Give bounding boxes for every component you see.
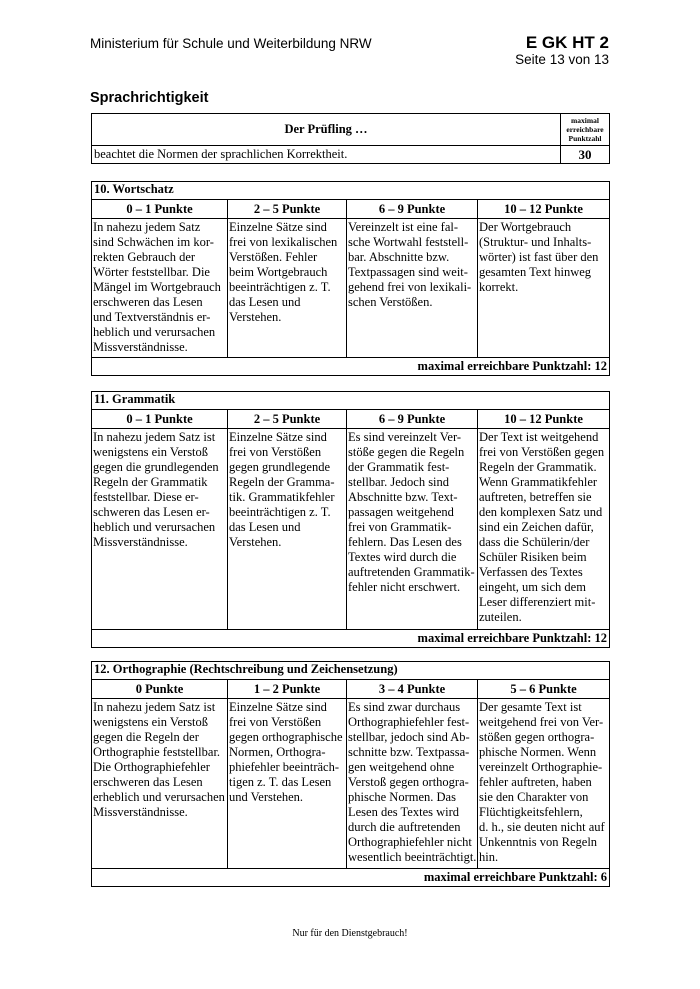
points-range-header: 10 – 12 Punkte (478, 200, 610, 219)
criterion-total: maximal erreichbare Punktzahl: 12 (92, 630, 610, 648)
description-line: das Lesen und (229, 295, 301, 309)
description-line: korrekt. (479, 280, 519, 294)
max-head-line: maximal (571, 116, 599, 125)
description-line: gen weitgehend ohne (348, 760, 455, 774)
description-line: feststellbar. Diese er- (93, 490, 199, 504)
criterion-description-row (92, 429, 610, 630)
description-line: der Grammatik fest- (348, 460, 450, 474)
criterion-title: 12. Orthographie (Rechtschreibung und Zeichensetzung) (92, 662, 610, 680)
criterion-table-orthographie (91, 661, 610, 887)
description-line: phische Normen. Das (348, 790, 456, 804)
description-line: frei von Verstößen (229, 445, 322, 459)
criterion-total: maximal erreichbare Punktzahl: 12 (92, 358, 610, 376)
requirement-text: beachtet die Normen der sprachlichen Korrektheit. (92, 146, 561, 164)
description-line: gehend frei von lexikali- (348, 280, 472, 294)
points-range-header: 1 – 2 Punkte (228, 680, 347, 699)
description-line: Missverständnisse. (93, 535, 188, 549)
description-line: wenigstens ein Verstoß (93, 715, 209, 729)
description-line: und Verstehen. (229, 790, 304, 804)
description-line: weitgehend frei von Ver- (479, 715, 604, 729)
description-line: gegen grundlegende (229, 460, 331, 474)
points-range-header: 3 – 4 Punkte (347, 680, 478, 699)
description-line: Wörter feststellbar. Die (93, 265, 210, 279)
criterion-description-row (92, 219, 610, 358)
description-line: zuteilen. (479, 610, 522, 624)
description-line: sind ein Zeichen dafür, (479, 520, 594, 534)
description-line: Einzelne Sätze sind (229, 430, 327, 444)
description-line: frei von Verstößen (229, 715, 322, 729)
description-line: Verstößen. Fehler (229, 250, 318, 264)
description-line: Orthographiefehler fest- (348, 715, 470, 729)
points-range-header: 0 – 1 Punkte (92, 200, 228, 219)
description-line: Unkenntnis von Regeln (479, 835, 598, 849)
description-line: und Textverständnis er- (93, 310, 211, 324)
description-line: Es sind zwar durchaus (348, 700, 461, 714)
description-line: hin. (479, 850, 499, 864)
description-line: gesamten Text hinweg (479, 265, 592, 279)
max-head-line: erreichbare (566, 125, 604, 134)
footer-note: Nur für den Dienstgebrauch! (292, 928, 408, 939)
description-line: tigen z. T. das Lesen (229, 775, 332, 789)
description-line: beim Wortgebrauch (229, 265, 328, 279)
points-range-header: 6 – 9 Punkte (347, 200, 478, 219)
description-line: gegen die Regeln der (93, 730, 199, 744)
description-line: Der gesamte Text ist (479, 700, 582, 714)
description-line: Vereinzelt ist eine fal- (348, 220, 459, 234)
points-range-header: 0 Punkte (92, 680, 228, 699)
description-line: schen Verstößen. (348, 295, 433, 309)
description-line: (Struktur- und Inhalts- (479, 235, 592, 249)
description-line: fehler auftreten, haben (479, 775, 592, 789)
description-line: Verstehen. (229, 310, 282, 324)
description-cell (92, 219, 228, 358)
description-line: Regeln der Grammatik. (479, 460, 597, 474)
description-cell (478, 429, 610, 630)
description-line: Regeln der Grammatik (93, 475, 208, 489)
description-line: phiefehler beeinträch- (229, 760, 340, 774)
description-line: Der Text ist weitgehend (479, 430, 599, 444)
description-cell (228, 219, 347, 358)
description-line: Lesen des Textes wird (348, 805, 460, 819)
description-line: Einzelne Sätze sind (229, 220, 327, 234)
criterion-title: 10. Wortschatz (92, 182, 610, 200)
points-range-header: 0 – 1 Punkte (92, 410, 228, 429)
description-line: Leser differenziert mit- (479, 595, 596, 609)
description-line: Es sind vereinzelt Ver- (348, 430, 462, 444)
criterion-header-row (92, 680, 610, 699)
description-cell (478, 219, 610, 358)
description-line: tik. Grammatikfehler (229, 490, 335, 504)
ministry-name: Ministerium für Schule und Weiterbildung NRW (90, 36, 372, 51)
intro-header-row (92, 114, 610, 146)
description-line: durch die auftretenden (348, 820, 461, 834)
description-line: Der Wortgebrauch (479, 220, 572, 234)
max-points-head (561, 114, 610, 146)
points-range-header: 2 – 5 Punkte (228, 200, 347, 219)
points-range-header: 6 – 9 Punkte (347, 410, 478, 429)
description-line: frei von lexikalischen (229, 235, 338, 249)
intro-table (91, 113, 610, 164)
description-line: gegen die grundlegenden (93, 460, 219, 474)
description-line: Die Orthographiefehler (93, 760, 210, 774)
description-line: Missverständnisse. (93, 340, 188, 354)
description-cell (347, 699, 478, 869)
description-line: heblich und verursachen (93, 325, 216, 339)
description-line: beeinträchtigen z. T. (229, 280, 331, 294)
description-line: stellbar. Jedoch sind (348, 475, 450, 489)
description-line: rekten Gebrauch der (93, 250, 196, 264)
description-line: Wenn Grammatikfehler (479, 475, 598, 489)
description-line: stellbar, jedoch sind Ab- (348, 730, 470, 744)
description-line: Orthographie feststellbar. (93, 745, 221, 759)
description-line: Verfassen des Textes (479, 565, 583, 579)
description-line: sche Wortwahl feststell- (348, 235, 469, 249)
description-line: eingeht, um sich dem (479, 580, 586, 594)
description-line: frei von Verstößen gegen (479, 445, 605, 459)
description-line: In nahezu jedem Satz (93, 220, 201, 234)
description-line: Orthographiefehler nicht (348, 835, 472, 849)
criterion-table-grammatik (91, 391, 610, 648)
description-line: Mängel im Wortgebrauch (93, 280, 221, 294)
description-line: stößen gegen orthogra- (479, 730, 595, 744)
description-line: schweren das Lesen er- (93, 505, 210, 519)
description-line: fehlern. Das Lesen des (348, 535, 462, 549)
description-line: Flüchtigkeitsfehlern, (479, 805, 583, 819)
points-range-header: 2 – 5 Punkte (228, 410, 347, 429)
criterion-header-row (92, 410, 610, 429)
description-line: Textes wird durch die (348, 550, 457, 564)
description-cell (92, 429, 228, 630)
points-range-header: 5 – 6 Punkte (478, 680, 610, 699)
max-head-line: Punktzahl (568, 134, 602, 143)
points-value: 30 (561, 146, 610, 164)
description-line: wesentlich beeinträchtigt. (348, 850, 477, 864)
description-line: vereinzelt Orthographie- (479, 760, 603, 774)
description-line: Textpassagen sind weit- (348, 265, 468, 279)
exam-code: E GK HT 2 (525, 33, 609, 52)
criterion-table-wortschatz (91, 181, 610, 376)
description-line: d. h., sie deuten nicht auf (479, 820, 605, 834)
description-line: sind Schwächen im kor- (93, 235, 214, 249)
intro-value-row (92, 146, 610, 164)
description-line: schnitte bzw. Textpassa- (348, 745, 470, 759)
description-line: Verstehen. (229, 535, 282, 549)
description-line: auftreten, betreffen sie (479, 490, 592, 504)
description-line: beeinträchtigen z. T. (229, 505, 331, 519)
description-cell (478, 699, 610, 869)
description-line: Verstoß gegen orthogra- (348, 775, 469, 789)
description-line: Schüler Risiken beim (479, 550, 587, 564)
criterion-description-row (92, 699, 610, 869)
intro-head-cell: Der Prüfling … (92, 114, 561, 146)
description-line: erheblich und verursachen (93, 790, 225, 804)
description-line: erschweren das Lesen (93, 775, 203, 789)
description-line: Regeln der Gramma- (229, 475, 335, 489)
description-cell (347, 219, 478, 358)
criterion-header-row (92, 200, 610, 219)
description-cell (228, 429, 347, 630)
description-line: frei von Grammatik- (348, 520, 452, 534)
description-line: passagen weitgehend (348, 505, 454, 519)
description-line: Normen, Orthogra- (229, 745, 326, 759)
description-line: erschweren das Lesen (93, 295, 203, 309)
description-line: Missverständnisse. (93, 805, 188, 819)
description-line: sie den Charakter von (479, 790, 589, 804)
description-line: wenigstens ein Verstoß (93, 445, 209, 459)
description-cell (228, 699, 347, 869)
description-line: In nahezu jedem Satz ist (93, 700, 216, 714)
points-range-header: 10 – 12 Punkte (478, 410, 610, 429)
description-cell (92, 699, 228, 869)
description-line: wörter) ist fast über den (479, 250, 599, 264)
description-line: In nahezu jedem Satz ist (93, 430, 216, 444)
description-line: das Lesen und (229, 520, 301, 534)
description-line: bar. Abschnitte bzw. (348, 250, 450, 264)
section-title: Sprachrichtigkeit (90, 90, 209, 106)
description-cell (347, 429, 478, 630)
description-line: dass die Schülerin/der (479, 535, 590, 549)
description-line: phische Normen. Wenn (479, 745, 597, 759)
description-line: gegen orthographische (229, 730, 343, 744)
description-line: Abschnitte bzw. Text- (348, 490, 458, 504)
criterion-title: 11. Grammatik (92, 392, 610, 410)
description-line: heblich und verursachen (93, 520, 216, 534)
criterion-total: maximal erreichbare Punktzahl: 6 (92, 869, 610, 887)
description-line: fehler nicht erschwert. (348, 580, 461, 594)
description-line: stöße gegen die Regeln (348, 445, 465, 459)
page-number: Seite 13 von 13 (515, 52, 609, 67)
description-line: den komplexen Satz und (479, 505, 603, 519)
description-line: auftretenden Grammatik- (348, 565, 475, 579)
description-line: Einzelne Sätze sind (229, 700, 327, 714)
